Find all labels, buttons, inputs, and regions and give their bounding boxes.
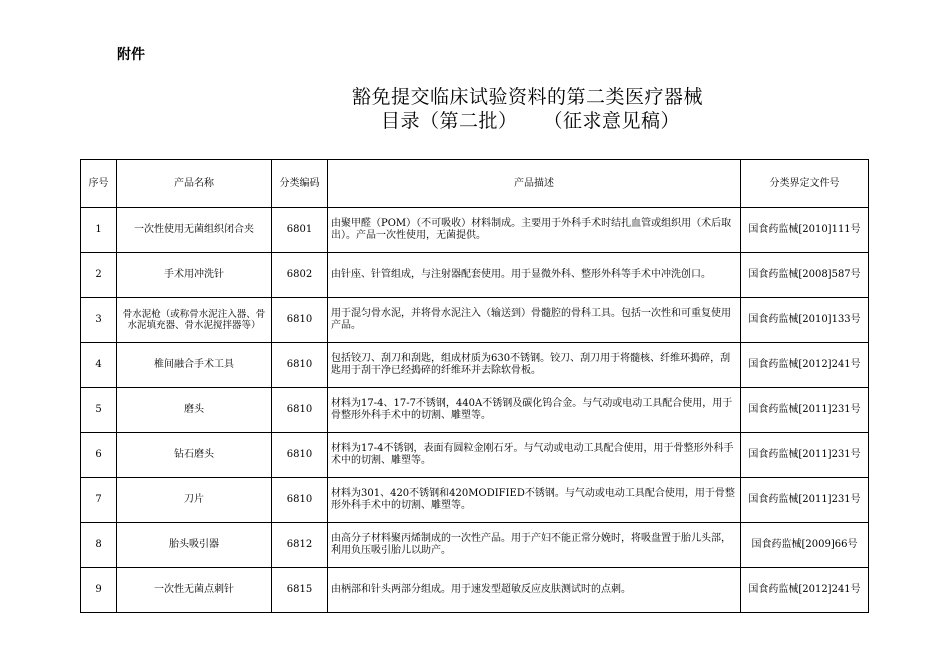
attachment-label: 附件 <box>117 47 145 63</box>
cell-product-description: 由高分子材料聚丙烯制成的一次性产品。用于产妇不能正常分娩时，将吸盘置于胎儿头部，利用负压吸引胎儿以助产。 <box>328 523 741 568</box>
cell-classification-document: 国食药监械[2008]587号 <box>741 253 869 298</box>
cell-serial: 5 <box>81 388 117 433</box>
cell-product-description: 包括铰刀、刮刀和刮匙，组成材质为630不锈钢。铰刀、刮刀用于将髓核、纤维环搗碎，刮匙用于刮干净已经搗碎的纤维环并去除软骨板。 <box>328 343 741 388</box>
cell-product-description: 材料为301、420不锈钢和420MODIFIED不锈钢。与气动或电动工具配合使用，用于骨整形外科手术中的切割、雕塑等。 <box>328 478 741 523</box>
cell-serial: 7 <box>81 478 117 523</box>
cell-category-code: 6802 <box>272 253 328 298</box>
cell-category-code: 6810 <box>272 433 328 478</box>
cell-product-description: 材料为17-4不锈钢，表面有圆粒金刚石牙。与气动或电动工具配合使用，用于骨整形外科手术中的切割、雕塑等。 <box>328 433 741 478</box>
cell-category-code: 6801 <box>272 208 328 253</box>
cell-product-name: 手术用冲洗针 <box>117 253 272 298</box>
table-row <box>81 388 869 433</box>
cell-product-name: 磨头 <box>117 388 272 433</box>
cell-classification-document: 国食药监械[2010]133号 <box>741 298 869 343</box>
table-row <box>81 523 869 568</box>
cell-category-code: 6810 <box>272 388 328 433</box>
table-row <box>81 298 869 343</box>
table-row <box>81 208 869 253</box>
title-batch: 目录（第二批） <box>381 110 518 132</box>
table-header-row <box>81 160 869 208</box>
cell-product-description: 材料为17-4、17-7不锈钢，440A不锈钢及碳化钨合金。与气动或电动工具配合使用，用于骨整形外科手术中的切割、雕塑等。 <box>328 388 741 433</box>
cell-product-name: 骨水泥枪（或称骨水泥注入器、骨水泥填充器、骨水泥搅拌器等） <box>117 298 272 343</box>
cell-product-description: 由聚甲醛（POM）（不可吸收）材料制成。主要用于外科手术时结扎血管或组织用（术后取出）。产品一次性使用，无菌提供。 <box>328 208 741 253</box>
table-row <box>81 343 869 388</box>
cell-classification-document: 国食药监械[2009]66号 <box>741 523 869 568</box>
header-category-code: 分类编码 <box>272 160 328 208</box>
header-product-description: 产品描述 <box>328 160 741 208</box>
cell-classification-document: 国食药监械[2011]231号 <box>741 388 869 433</box>
cell-serial: 4 <box>81 343 117 388</box>
table-row <box>81 253 869 298</box>
cell-product-description: 用于混匀骨水泥，并将骨水泥注入（输送到）骨髓腔的骨科工具。包括一次性和可重复使用产品。 <box>328 298 741 343</box>
cell-product-name: 椎间融合手术工具 <box>117 343 272 388</box>
cell-product-description: 由针座、针管组成，与注射器配套使用。用于显微外科、整形外科等手术中冲洗创口。 <box>328 253 741 298</box>
device-catalog-table <box>80 159 869 613</box>
table-row <box>81 568 869 613</box>
cell-serial: 9 <box>81 568 117 613</box>
title-draft-note: （征求意见稿） <box>543 110 681 132</box>
header-classification-document: 分类界定文件号 <box>741 160 869 208</box>
document-title-line2 <box>381 106 680 133</box>
cell-serial: 1 <box>81 208 117 253</box>
cell-product-name: 一次性无菌点刺针 <box>117 568 272 613</box>
table-row <box>81 433 869 478</box>
table-row <box>81 478 869 523</box>
cell-product-name: 钻石磨头 <box>117 433 272 478</box>
cell-serial: 2 <box>81 253 117 298</box>
cell-category-code: 6810 <box>272 298 328 343</box>
cell-serial: 6 <box>81 433 117 478</box>
cell-category-code: 6815 <box>272 568 328 613</box>
cell-serial: 8 <box>81 523 117 568</box>
header-serial: 序号 <box>81 160 117 208</box>
header-product-name: 产品名称 <box>117 160 272 208</box>
cell-category-code: 6812 <box>272 523 328 568</box>
cell-category-code: 6810 <box>272 343 328 388</box>
cell-product-description: 由柄部和针头两部分组成。用于速发型超敏反应皮肤测试时的点刺。 <box>328 568 741 613</box>
cell-product-name: 刀片 <box>117 478 272 523</box>
cell-classification-document: 国食药监械[2010]111号 <box>741 208 869 253</box>
cell-classification-document: 国食药监械[2012]241号 <box>741 343 869 388</box>
cell-classification-document: 国食药监械[2011]231号 <box>741 433 869 478</box>
cell-product-name: 胎头吸引器 <box>117 523 272 568</box>
cell-classification-document: 国食药监械[2012]241号 <box>741 568 869 613</box>
cell-serial: 3 <box>81 298 117 343</box>
cell-classification-document: 国食药监械[2011]231号 <box>741 478 869 523</box>
document-title-line1: 豁免提交临床试验资料的第二类医疗器械 <box>352 86 704 108</box>
cell-category-code: 6810 <box>272 478 328 523</box>
cell-product-name: 一次性使用无菌组织闭合夹 <box>117 208 272 253</box>
